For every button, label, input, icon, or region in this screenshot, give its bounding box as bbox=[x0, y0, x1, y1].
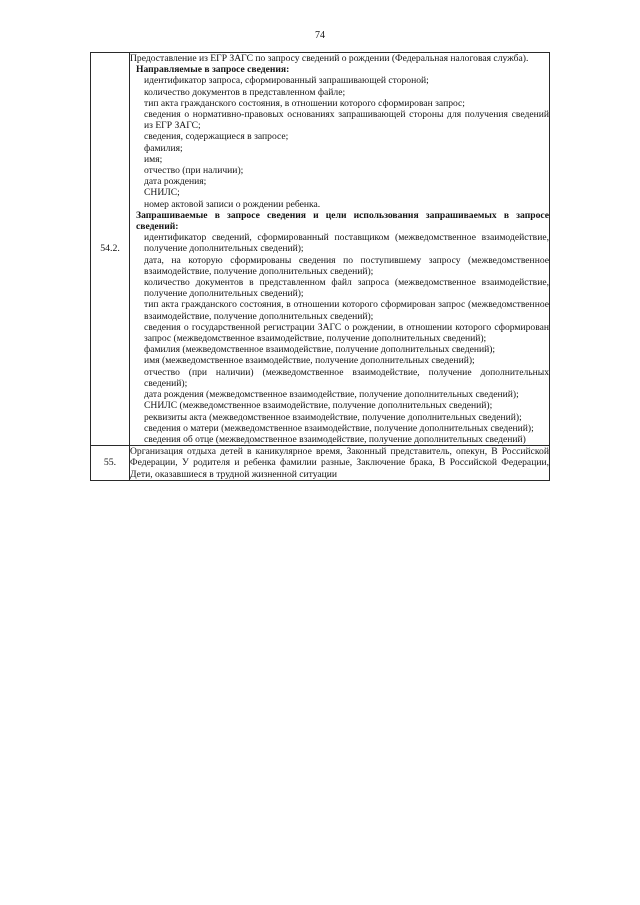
content-line: реквизиты акта (межведомственное взаимодействие, получение дополнительных сведений); bbox=[144, 411, 522, 423]
content-line: дата, на которую сформированы сведения по поступившему запросу (межведомственное взаимодействие, получение дополнительных сведений); bbox=[144, 254, 549, 277]
page-number: 74 bbox=[315, 30, 325, 41]
section-heading: Направляемые в запросе сведения: bbox=[136, 64, 290, 76]
content-line: сведения об отце (межведомственное взаимодействие, получение дополнительных сведений) bbox=[144, 433, 526, 445]
services-table bbox=[90, 52, 550, 481]
content-line: Организация отдыха детей в каникулярное время, Законный представитель, опекун, В Российской Федерации, У родителя и ребенка фамилии разные, Заключение брака, В Российской Федерации, Дети, оказавшиеся в трудной жизненной ситуации bbox=[130, 446, 549, 480]
content-line: имя; bbox=[144, 153, 163, 165]
content-line: СНИЛС; bbox=[144, 187, 180, 199]
table-row bbox=[91, 446, 550, 481]
content-line: сведения о государственной регистрации ЗАГС о рождении, в отношении которого сформирован запрос (межведомственное взаимодействие, получение дополнительных сведений); bbox=[144, 321, 549, 345]
row-content bbox=[130, 446, 550, 481]
content-line: отчество (при наличии) (межведомственное взаимодействие, получение дополнительных сведений); bbox=[144, 366, 549, 389]
content-line: сведения о матери (межведомственное взаимодействие, получение дополнительных сведений); bbox=[144, 422, 534, 434]
row-number: 55. bbox=[91, 446, 130, 481]
content-line: дата рождения; bbox=[144, 176, 207, 188]
row-content bbox=[130, 53, 550, 446]
content-line: номер актовой записи о рождении ребенка. bbox=[144, 198, 321, 210]
content-line: количество документов в представленном файл запроса (межведомственное взаимодействие, получение дополнительных сведений); bbox=[144, 277, 549, 300]
section-heading: Запрашиваемые в запросе сведения и цели использования запрашиваемых в запросе сведений: bbox=[136, 209, 549, 233]
table-row bbox=[91, 53, 550, 446]
row-number: 54.2. bbox=[91, 53, 130, 446]
content-line: тип акта гражданского состояния, в отношении которого сформирован запрос; bbox=[144, 97, 465, 109]
content-line: СНИЛС (межведомственное взаимодействие, получение дополнительных сведений); bbox=[144, 400, 493, 412]
content-line: фамилия; bbox=[144, 142, 183, 154]
content-line: идентификатор сведений, сформированный поставщиком (межведомственное взаимодействие, получение дополнительных сведений); bbox=[144, 232, 549, 255]
content-line: идентификатор запроса, сформированный запрашивающей стороной; bbox=[144, 75, 429, 87]
content-line: количество документов в представленном файле; bbox=[144, 86, 346, 98]
content-line: фамилия (межведомственное взаимодействие, получение дополнительных сведений); bbox=[144, 344, 496, 356]
content-line: отчество (при наличии); bbox=[144, 165, 244, 177]
content-line: дата рождения (межведомственное взаимодействие, получение дополнительных сведений); bbox=[144, 389, 519, 401]
content-line: Предоставление из ЕГР ЗАГС по запросу сведений о рождении (Федеральная налоговая служба). bbox=[130, 53, 529, 64]
table-body bbox=[91, 53, 550, 481]
content-line: имя (межведомственное взаимодействие, получение дополнительных сведений); bbox=[144, 355, 475, 367]
content-line: тип акта гражданского состояния, в отношении которого сформирован запрос (межведомственное взаимодействие, получение дополнительных сведений); bbox=[144, 299, 549, 322]
content-line: сведения, содержащиеся в запросе; bbox=[144, 131, 289, 143]
content-line: сведения о нормативно-правовых основаниях запрашивающей стороны для получения сведений из ЕГР ЗАГС; bbox=[144, 109, 549, 132]
